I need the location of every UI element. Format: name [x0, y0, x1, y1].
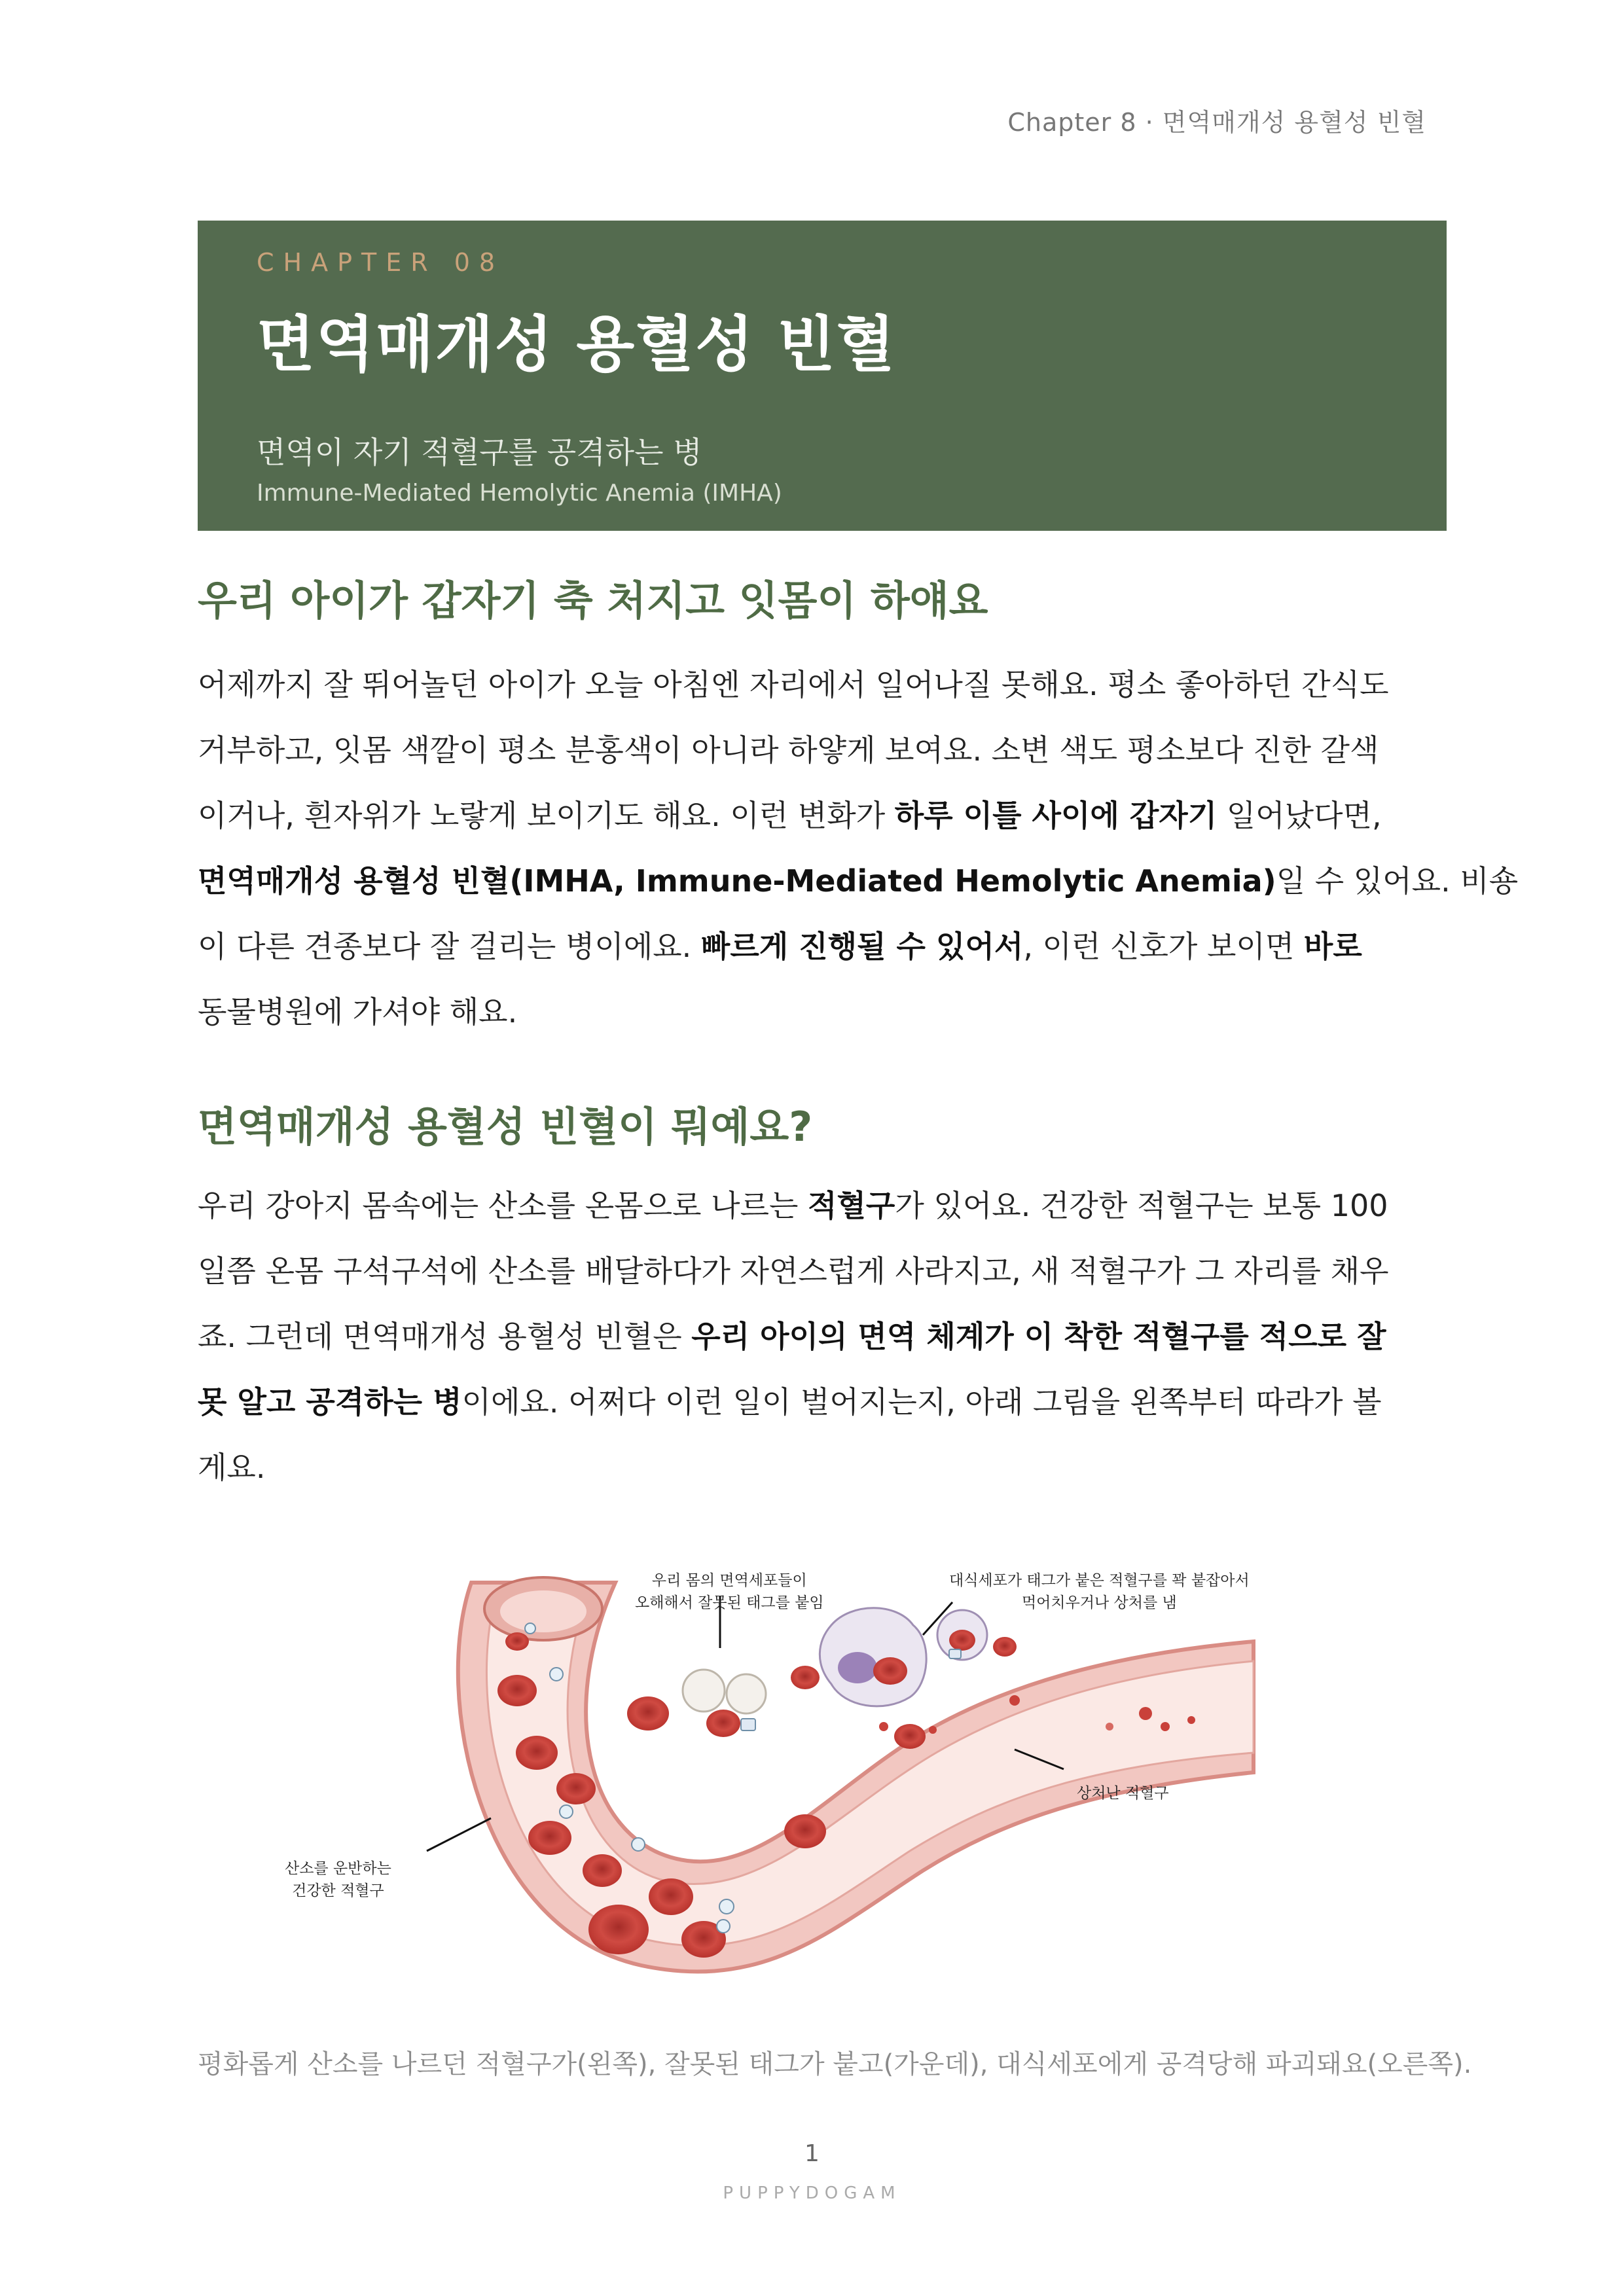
section2-paragraph — [198, 1173, 1448, 1500]
paragraph-line: 동물병원에 가셔야 해요. — [198, 994, 518, 1030]
immune-cell — [727, 1674, 766, 1713]
paragraph-line: 거부하고, 잇몸 색깔이 평소 분홍색이 아니라 하얗게 보여요. 소변 색도 평소보다 진한 갈색 — [198, 732, 1379, 768]
healthy-rbc — [627, 1696, 669, 1731]
page-number: 1 — [804, 2140, 820, 2167]
healthy-rbc — [791, 1666, 820, 1689]
imha-illustration — [285, 1563, 1263, 2008]
healthy-rbc — [784, 1814, 826, 1848]
chapter-banner — [198, 221, 1447, 531]
paragraph-line: 어제까지 잘 뛰어놀던 아이가 오늘 아침엔 자리에서 일어나질 못해요. 평소 좋아하던 간식도 — [198, 667, 1389, 702]
healthy-rbc — [583, 1854, 622, 1887]
label-healthy-rbc: 산소를 운반하는 건강한 적혈구 — [285, 1860, 391, 1899]
paragraph-line: 이 다른 견종보다 잘 걸리는 병이에요. 빠르게 진행될 수 있어서, 이런 신호가 보이면 바로 — [198, 929, 1362, 964]
healthy-rbc — [497, 1675, 537, 1706]
paragraph-line: 우리 강아지 몸속에는 산소를 온몸으로 나르는 적혈구가 있어요. 건강한 적혈구는 보통 100 — [198, 1188, 1388, 1223]
tagged-rbc — [706, 1710, 740, 1737]
running-header: Chapter 8 · 면역매개성 용혈성 빈혈 — [1007, 108, 1426, 137]
label-damaged-rbc: 상처난 적혈구 — [1077, 1785, 1169, 1802]
healthy-rbc — [528, 1821, 571, 1855]
emphasis: 바로 — [1303, 929, 1362, 964]
wrong-tag — [741, 1719, 755, 1731]
immune-cell-group — [683, 1670, 766, 1737]
healthy-rbc — [505, 1632, 529, 1651]
macrophage-group — [820, 1608, 1017, 1706]
chapter-subtitle-en: Immune-Mediated Hemolytic Anemia (IMHA) — [257, 480, 782, 507]
paragraph-line: 이거나, 흰자위가 노랗게 보이기도 해요. 이런 변화가 하루 이틀 사이에 갑자기 일어났다면, — [198, 798, 1382, 833]
paragraph-line: 게요. — [198, 1450, 266, 1485]
label-immune-cells: 우리 몸의 면역세포들이 오해해서 잘못된 태그를 붙임 — [635, 1572, 824, 1611]
immune-cell — [683, 1670, 725, 1712]
healthy-rbc — [516, 1736, 558, 1770]
chapter-kicker: CHAPTER 08 — [257, 248, 505, 277]
emphasis: 우리 아이의 면역 체계가 이 착한 적혈구를 적으로 잘 — [691, 1319, 1386, 1354]
emphasis: 못 알고 공격하는 병 — [198, 1384, 462, 1420]
paragraph-line: 못 알고 공격하는 병이에요. 어쩌다 이런 일이 벌어지는지, 아래 그림을 왼쪽부터 따라가 볼 — [198, 1384, 1382, 1420]
emphasis: 적혈구 — [808, 1188, 895, 1223]
section2-heading: 면역매개성 용혈성 빈혈이 뭐예요? — [198, 1103, 813, 1151]
healthy-rbc — [556, 1773, 596, 1804]
healthy-rbc — [649, 1878, 693, 1915]
section1-paragraph — [198, 652, 1519, 1045]
damaged-rbc — [894, 1724, 926, 1749]
chapter-subtitle-ko: 면역이 자기 적혈구를 공격하는 병 — [257, 435, 702, 470]
section1-heading: 우리 아이가 갑자기 축 처지고 잇몸이 하얘요 — [198, 577, 988, 624]
figure-caption: 평화롭게 산소를 나르던 적혈구가(왼쪽), 잘못된 태그가 붙고(가운데), 대식세포에게 공격당해 파괴돼요(오른쪽). — [198, 2049, 1472, 2079]
emphasis: 면역매개성 용혈성 빈혈(IMHA, Immune-Mediated Hemolytic Anemia) — [198, 863, 1276, 899]
label-macrophage: 대식세포가 태그가 붙은 적혈구를 꽉 붙잡아서 먹어치우거나 상처를 냄 — [949, 1572, 1250, 1611]
macrophage — [820, 1608, 926, 1706]
emphasis: 빠르게 진행될 수 있어서 — [700, 929, 1024, 964]
captured-rbc — [873, 1657, 907, 1685]
chapter-title: 면역매개성 용혈성 빈혈 — [257, 310, 896, 380]
paragraph-line: 일쯤 온몸 구석구석에 산소를 배달하다가 자연스럽게 사라지고, 새 적혈구가 그 자리를 채우 — [198, 1253, 1389, 1289]
paragraph-line: 면역매개성 용혈성 빈혈(IMHA, Immune-Mediated Hemolytic Anemia)일 수 있어요. 비숑 — [198, 863, 1519, 899]
paragraph-line: 죠. 그런데 면역매개성 용혈성 빈혈은 우리 아이의 면역 체계가 이 착한 적혈구를 적으로 잘 — [198, 1319, 1386, 1354]
macrophage-nucleus — [838, 1652, 877, 1683]
emphasis: 하루 이틀 사이에 갑자기 — [894, 798, 1218, 833]
footer-brand: PUPPYDOGAM — [723, 2183, 901, 2203]
healthy-rbc — [588, 1905, 649, 1954]
